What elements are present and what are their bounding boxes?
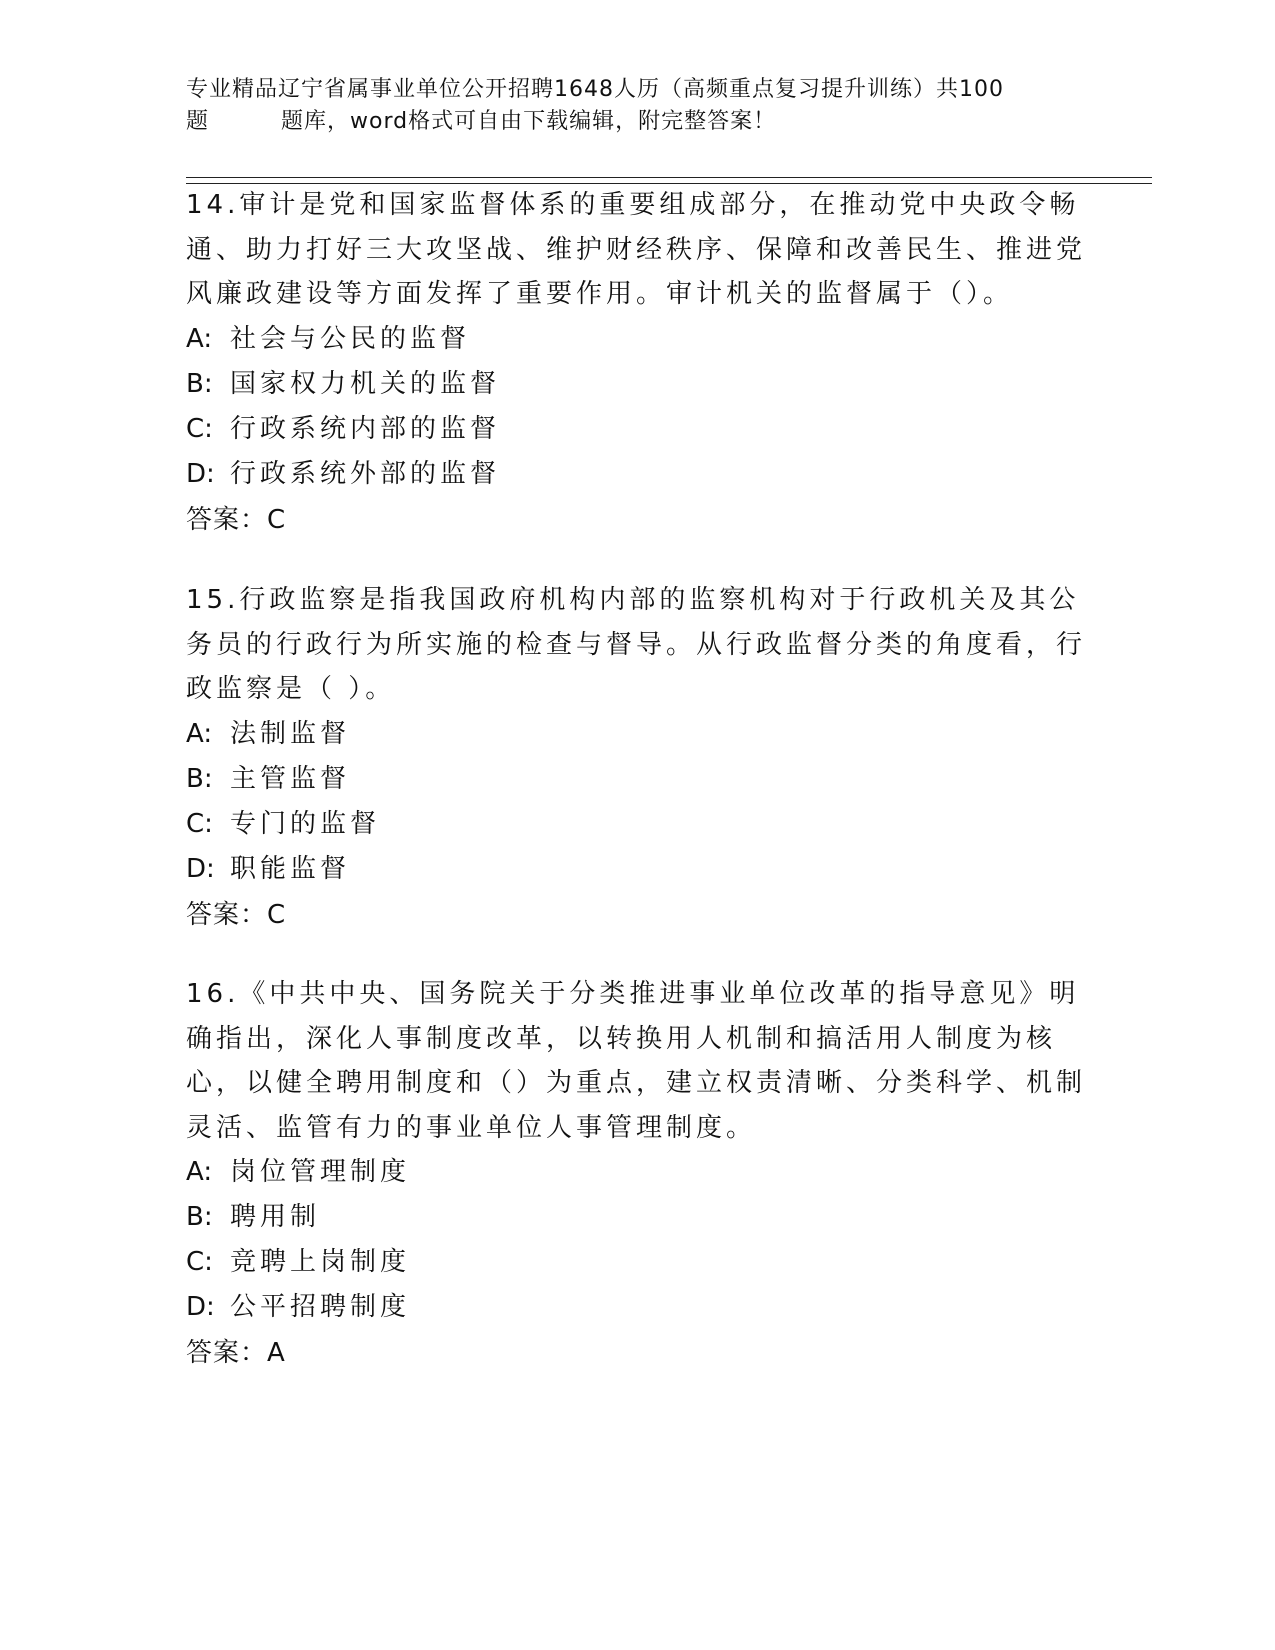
question-16	[186, 972, 1086, 1376]
option-c	[186, 407, 1086, 452]
question-text: 14.审计是党和国家监督体系的重要组成部分，在推动党中央政令畅通、助力打好三大攻坚战、维护财经秩序、保障和改善民生、推进党风廉政建设等方面发挥了重要作用。审计机关的监督属于（）。	[186, 190, 1087, 309]
option-d	[186, 452, 1086, 497]
option-key: A:	[186, 323, 213, 354]
option-d	[186, 1285, 1086, 1330]
option-c	[186, 1240, 1086, 1285]
header-title-line: 专业精品辽宁省属事业单位公开招聘1648人历（高频重点复习提升训练）共100	[186, 77, 1004, 102]
option-a	[186, 712, 1086, 757]
option-key: D:	[186, 1292, 215, 1322]
question-15	[186, 578, 1086, 938]
question-text: 15.行政监察是指我国政府机构内部的监察机构对于行政机关及其公务员的行政行为所实施的检查与督导。从行政监督分类的角度看，行政监察是（ ）。	[186, 585, 1087, 704]
header-subtitle-head: 题	[186, 109, 210, 134]
option-key: D:	[186, 458, 215, 489]
answer-line: 答案：C	[186, 899, 287, 930]
option-key: A:	[186, 718, 213, 749]
option-b	[186, 757, 1086, 802]
option-key: B:	[186, 763, 213, 794]
option-text: 公平招聘制度	[230, 1292, 411, 1322]
option-c	[186, 802, 1086, 847]
option-key: C:	[186, 808, 213, 839]
header-subtitle-line	[186, 106, 1066, 138]
option-key: C:	[186, 1247, 213, 1277]
option-text: 法制监督	[230, 718, 351, 749]
option-a	[186, 1150, 1086, 1195]
option-text: 行政系统外部的监督	[230, 458, 501, 489]
answer-line: 答案：A	[186, 1338, 286, 1368]
option-text: 行政系统内部的监督	[230, 413, 501, 444]
option-text: 专门的监督	[230, 808, 381, 839]
option-text: 职能监督	[230, 853, 351, 884]
option-b	[186, 1195, 1086, 1240]
option-key: D:	[186, 853, 215, 884]
header-subtitle-tail: 题库，word格式可自由下载编辑，附完整答案！	[281, 109, 777, 134]
option-text: 岗位管理制度	[230, 1157, 411, 1187]
header-divider-top	[186, 177, 1152, 178]
option-text: 竞聘上岗制度	[230, 1247, 411, 1277]
option-d	[186, 847, 1086, 892]
option-key: C:	[186, 413, 213, 444]
option-text: 国家权力机关的监督	[230, 368, 501, 399]
document-header	[186, 74, 1066, 138]
option-key: B:	[186, 1202, 213, 1232]
option-a	[186, 317, 1086, 362]
option-text: 社会与公民的监督	[230, 323, 471, 354]
option-text: 主管监督	[230, 763, 351, 794]
option-key: B:	[186, 368, 213, 399]
answer-line: 答案：C	[186, 504, 287, 535]
question-14	[186, 183, 1086, 543]
question-text: 16.《中共中央、国务院关于分类推进事业单位改革的指导意见》明确指出，深化人事制度改革，以转换用人机制和搞活用人制度为核心，以健全聘用制度和（）为重点，建立权责清晰、分类科学、机制灵活、监管有力的事业单位人事管理制度。	[186, 979, 1087, 1143]
option-text: 聘用制	[230, 1202, 321, 1232]
option-key: A:	[186, 1157, 213, 1187]
option-b	[186, 362, 1086, 407]
